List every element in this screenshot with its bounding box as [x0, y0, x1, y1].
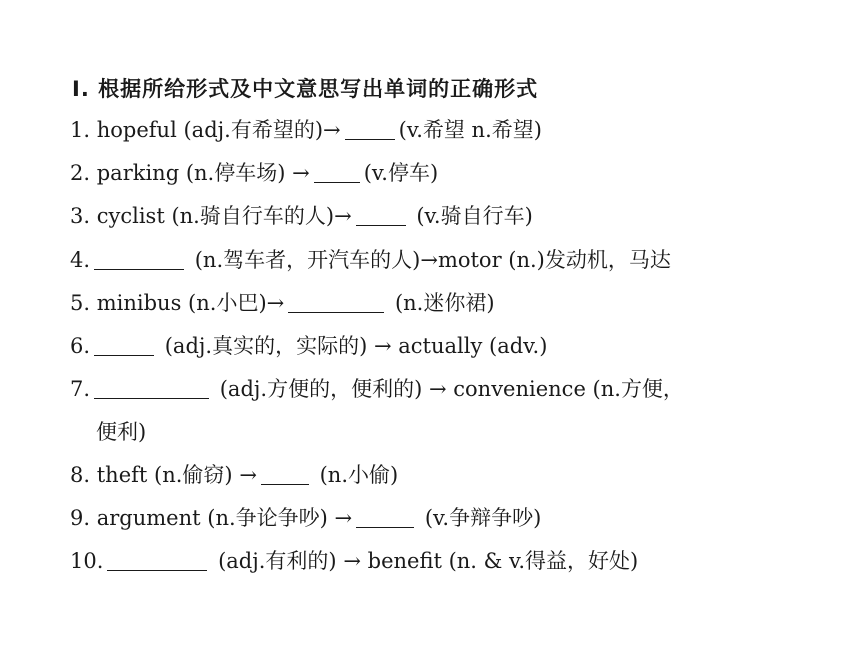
source-note: (n.停车场): [185, 161, 286, 185]
exercise-item-4: [70, 245, 671, 275]
source-note: (n.骑自行车的人): [171, 204, 335, 228]
exercise-item-2: [70, 158, 438, 188]
target-note: convenience (n.方便，: [453, 377, 684, 401]
item-number: 5.: [70, 291, 91, 315]
item-number: 7.: [70, 377, 91, 401]
exercise-item-10: [70, 546, 638, 576]
answer-blank[interactable]: [314, 162, 360, 183]
arrow-icon: →: [428, 377, 447, 401]
answer-blank[interactable]: [288, 292, 384, 313]
source-word: theft: [96, 463, 148, 487]
source-note: (adj.有希望的): [183, 118, 324, 142]
item-number: 8.: [70, 463, 91, 487]
answer-blank[interactable]: [356, 507, 414, 528]
arrow-icon: →: [420, 248, 438, 272]
item-number: 2.: [70, 161, 91, 185]
target-note: (v.骑自行车): [416, 204, 533, 228]
exercise-item-6: [70, 331, 547, 361]
answer-blank[interactable]: [94, 249, 184, 270]
arrow-icon: →: [292, 161, 310, 185]
answer-blank[interactable]: [345, 119, 395, 140]
exercise-item-5: [70, 288, 495, 318]
answer-blank[interactable]: [94, 335, 154, 356]
source-word: cyclist: [96, 204, 165, 228]
answer-blank[interactable]: [107, 550, 207, 571]
exercise-item-1: [70, 115, 542, 145]
item-number: 1.: [70, 118, 91, 142]
item-number: 6.: [70, 334, 91, 358]
source-note: (adj.方便的，便利的): [219, 377, 423, 401]
source-note: (n.小巴): [188, 291, 267, 315]
source-note: (n.偷窃): [154, 463, 233, 487]
target-note: actually (adv.): [398, 334, 548, 358]
item-number: 10.: [70, 549, 104, 573]
arrow-icon: →: [334, 506, 353, 530]
item-number: 3.: [70, 204, 91, 228]
target-note: motor (n.)发动机，马达: [437, 248, 671, 272]
source-note: (adj.真实的，实际的): [164, 334, 368, 358]
arrow-icon: →: [343, 549, 361, 573]
exercise-item-9: [70, 503, 541, 533]
target-note: (v.希望 n.希望): [398, 118, 542, 142]
source-note: (adj.有利的): [218, 549, 337, 573]
target-note: (v.停车): [363, 161, 439, 185]
item-number: 9.: [70, 506, 91, 530]
target-note: benefit (n. & v.得益，好处): [367, 549, 639, 573]
item-number: 4.: [70, 248, 91, 272]
answer-blank[interactable]: [94, 378, 209, 399]
source-note: (n.驾车者，开汽车的人): [194, 248, 421, 272]
target-note: (n.迷你裙): [394, 291, 495, 315]
arrow-icon: →: [323, 118, 341, 142]
arrow-icon: →: [266, 291, 285, 315]
exercise-item-8: [70, 460, 398, 490]
target-note: (v.争辩争吵): [424, 506, 542, 530]
arrow-icon: →: [239, 463, 257, 487]
source-word: hopeful: [96, 118, 177, 142]
exercise-item-7: [70, 374, 684, 404]
source-note: (n.争论争吵): [207, 506, 328, 530]
answer-blank[interactable]: [356, 205, 406, 226]
source-word: parking: [96, 161, 180, 185]
target-note: (n.小偷): [319, 463, 399, 487]
exercise-item-7-continued: 便利): [96, 420, 147, 444]
source-word: argument: [96, 506, 201, 530]
answer-blank[interactable]: [261, 464, 309, 485]
source-word: minibus: [96, 291, 182, 315]
arrow-icon: →: [373, 334, 392, 358]
exercise-item-3: [70, 201, 533, 231]
exercise-title: Ⅰ. 根据所给形式及中文意思写出单词的正确形式: [72, 77, 539, 101]
arrow-icon: →: [334, 204, 352, 228]
